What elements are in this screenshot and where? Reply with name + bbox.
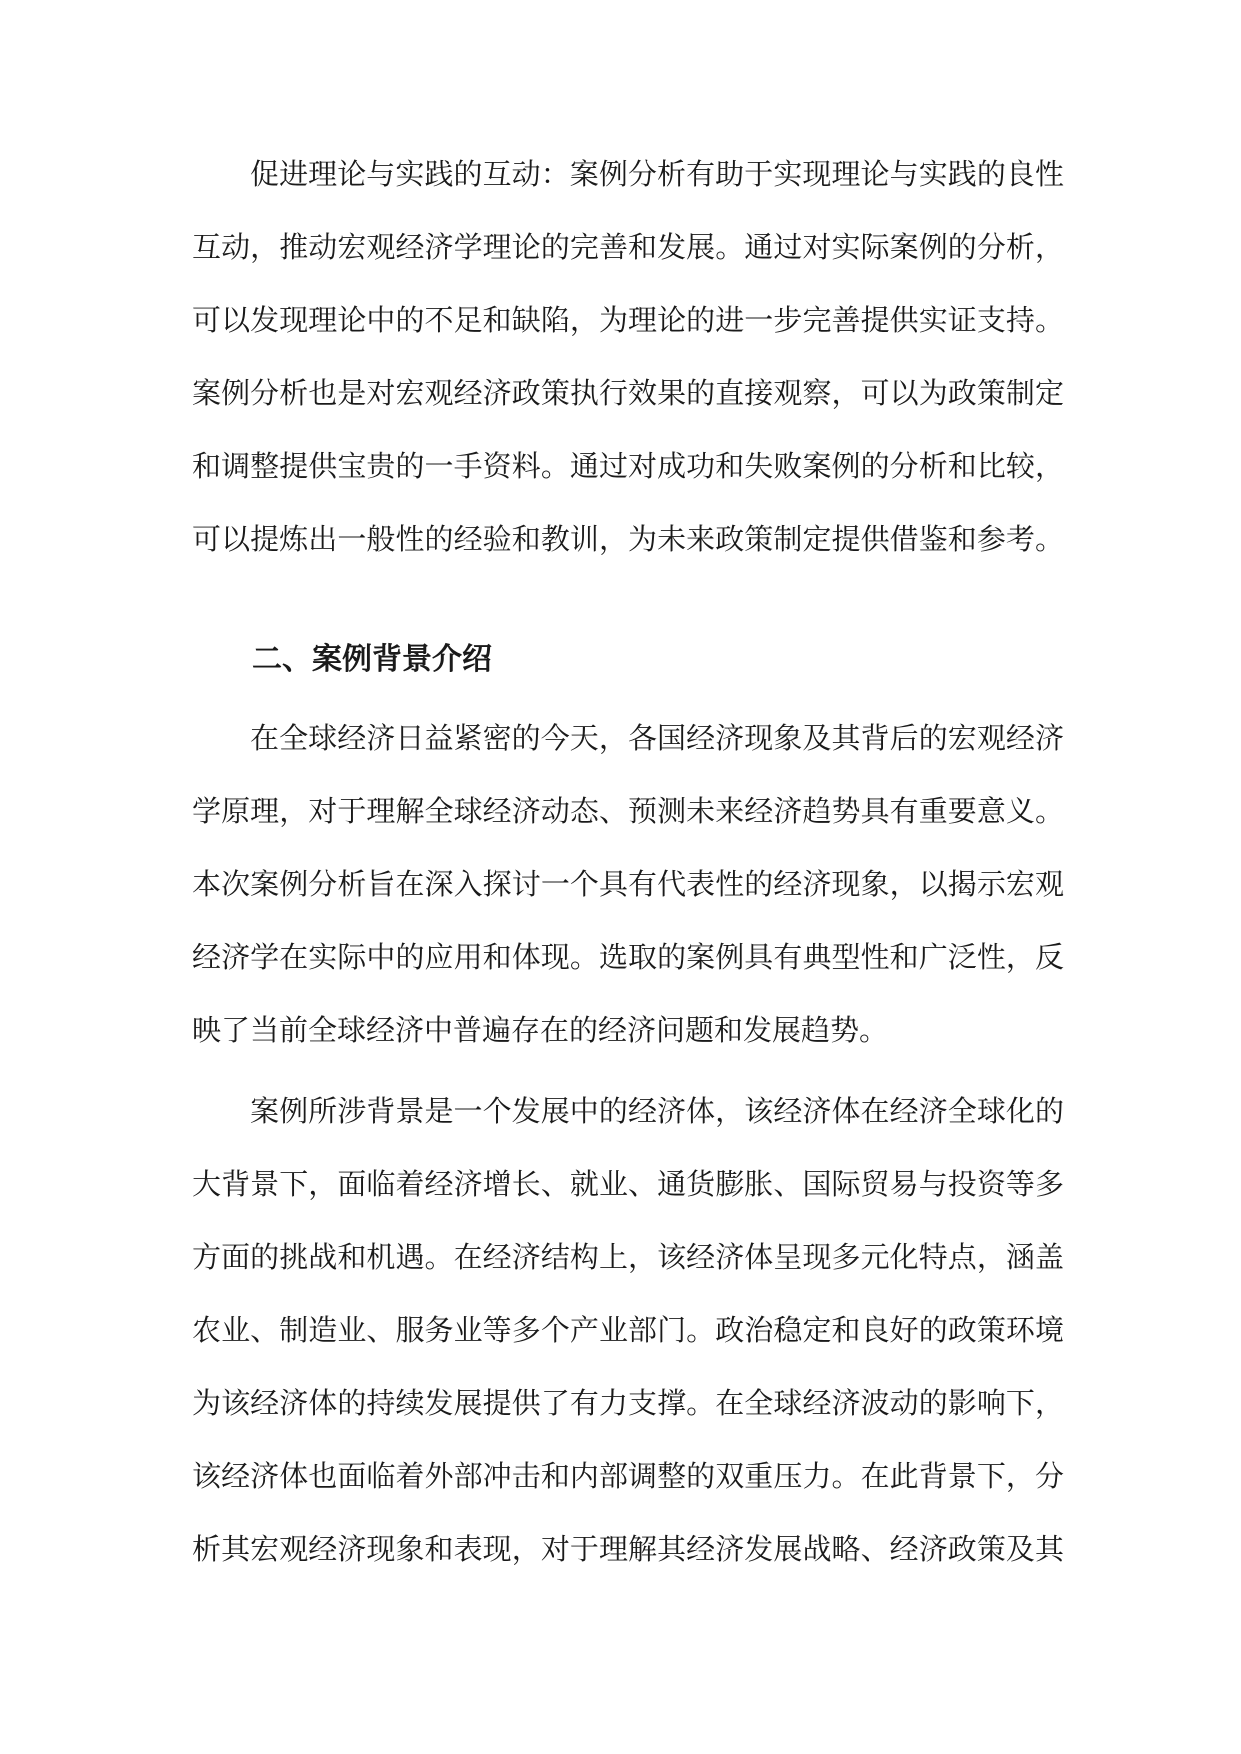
paragraph-line: 案例所涉背景是一个发展中的经济体，该经济体在经济全球化的 (250, 1094, 1064, 1128)
paragraph-line: 和调整提供宝贵的一手资料。通过对成功和失败案例的分析和比较， (192, 449, 1064, 483)
paragraph-line: 促进理论与实践的互动：案例分析有助于实现理论与实践的良性 (250, 157, 1064, 191)
paragraph-line: 互动，推动宏观经济学理论的完善和发展。通过对实际案例的分析， (192, 230, 1064, 264)
paragraph-line: 析其宏观经济现象和表现，对于理解其经济发展战略、经济政策及其 (192, 1532, 1064, 1566)
paragraph-line: 为该经济体的持续发展提供了有力支撑。在全球经济波动的影响下， (192, 1386, 1064, 1420)
paragraph-line: 该经济体也面临着外部冲击和内部调整的双重压力。在此背景下，分 (192, 1459, 1064, 1493)
paragraph-line: 农业、制造业、服务业等多个产业部门。政治稳定和良好的政策环境 (192, 1313, 1064, 1347)
paragraph-line: 在全球经济日益紧密的今天，各国经济现象及其背后的宏观经济 (250, 721, 1064, 755)
paragraph-line: 可以提炼出一般性的经验和教训，为未来政策制定提供借鉴和参考。 (192, 522, 1064, 556)
paragraph-line: 可以发现理论中的不足和缺陷，为理论的进一步完善提供实证支持。 (192, 303, 1064, 337)
paragraph-line: 案例分析也是对宏观经济政策执行效果的直接观察，可以为政策制定 (192, 376, 1064, 410)
paragraph-line: 本次案例分析旨在深入探讨一个具有代表性的经济现象，以揭示宏观 (192, 867, 1064, 901)
paragraph-line: 学原理，对于理解全球经济动态、预测未来经济趋势具有重要意义。 (192, 794, 1064, 828)
paragraph-line: 方面的挑战和机遇。在经济结构上，该经济体呈现多元化特点，涵盖 (192, 1240, 1064, 1274)
section-heading: 二、案例背景介绍 (252, 642, 492, 677)
paragraph-line: 映了当前全球经济中普遍存在的经济问题和发展趋势。 (192, 1013, 889, 1047)
paragraph-line: 经济学在实际中的应用和体现。选取的案例具有典型性和广泛性，反 (192, 940, 1064, 974)
paragraph-line: 大背景下，面临着经济增长、就业、通货膨胀、国际贸易与投资等多 (192, 1167, 1064, 1201)
